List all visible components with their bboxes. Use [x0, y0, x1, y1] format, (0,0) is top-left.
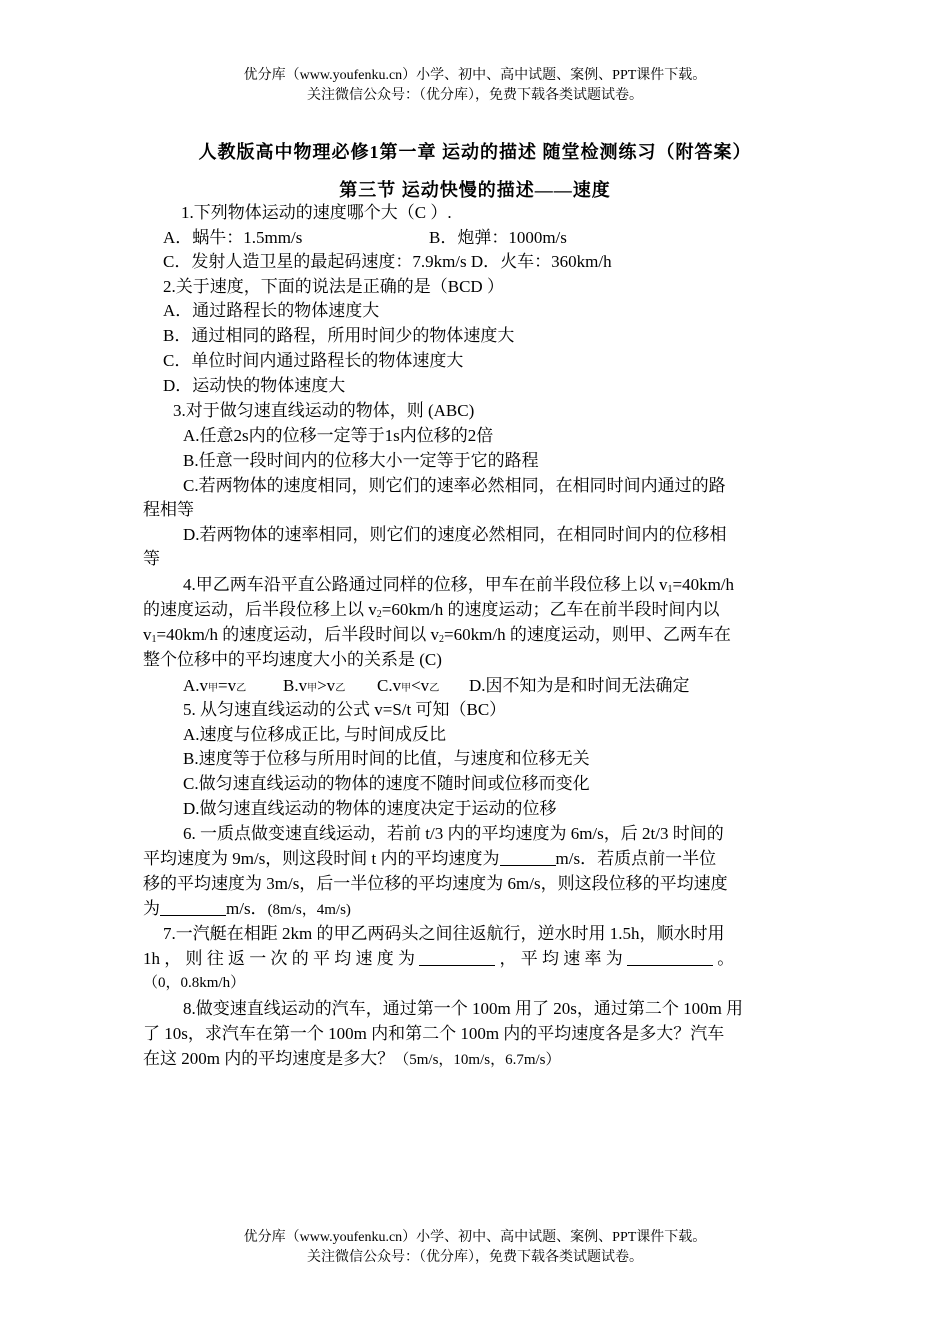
q1-stem: 1.下列物体运动的速度哪个大（C ）.: [181, 203, 452, 222]
q2-option-b: B．通过相同的路程，所用时间少的物体速度大: [163, 326, 515, 345]
header-line-2: 关注微信公众号：（优分库），免费下载各类试题试卷。: [307, 88, 643, 103]
section-title: 第三节 运动快慢的描述——速度: [339, 180, 611, 200]
q4-option-c: C.v甲<v乙: [377, 676, 440, 695]
q6-line-2: 平均速度为 9m/s，则这段时间 t 内的平均速度为 m/s．若质点前一半位: [143, 849, 717, 868]
q7-answer: （0，0.8km/h）: [143, 975, 246, 991]
q3-option-c-line2: 程相等: [143, 500, 194, 519]
q2-option-c: C．单位时间内通过路程长的物体速度大: [163, 351, 464, 370]
q3-option-b: B.任意一段时间内的位移大小一定等于它的路程: [183, 451, 539, 470]
q1-option-a: A．蜗牛：1.5mm/s: [163, 228, 303, 247]
q3-stem: 3.对于做匀速直线运动的物体，则 (ABC): [173, 401, 475, 420]
q4-line-4: 整个位移中的平均速度大小的关系是 (C): [143, 650, 442, 669]
q3-option-d-line1: D.若两物体的速率相同，则它们的速度必然相同，在相同时间内的位移相: [183, 525, 727, 544]
q5-option-b: B.速度等于位移与所用时间的比值，与速度和位移无关: [183, 749, 590, 768]
page-header: [0, 66, 950, 106]
q4-option-d: D.因不知为是和时间无法确定: [469, 676, 690, 695]
q7-line-1: 7.一汽艇在相距 2km 的甲乙两码头之间往返航行，逆水时用 1.5h，顺水时用: [163, 924, 725, 943]
q8-line-3: 在这 200m 内的平均速度是多大？（5m/s，10m/s，6.7m/s）: [143, 1049, 561, 1068]
q6-line-3: 移的平均速度为 3m/s，后一半位移的平均速度为 6m/s，则这段位移的平均速度: [143, 874, 728, 893]
footer-line-2: 关注微信公众号：（优分库），免费下载各类试题试卷。: [307, 1250, 643, 1265]
q8-line-2: 了 10s，求汽车在第一个 100m 内和第二个 100m 内的平均速度各是多大？汽车: [143, 1024, 725, 1043]
q3-option-c-line1: C.若两物体的速度相同，则它们的速率必然相同，在相同时间内通过的路: [183, 476, 726, 495]
q4-option-a: A.v甲=v乙: [183, 676, 247, 695]
q4-line-3: $v_1=40km/h$ 的速度运动，后半段时间以 $v_2=60km/h$ 的速度运动，则甲、乙两车在: [143, 625, 731, 645]
q4-line-2: 的速度运动，后半段位移上以 $v_2=60km/h$ 的速度运动；乙车在前半段时间内以: [143, 600, 720, 620]
q8-line-1: 8.做变速直线运动的汽车，通过第一个 100m 用了 20s，通过第二个 100m 用: [183, 999, 744, 1018]
q6-line-1: 6. 一质点做变速直线运动，若前 t/3 内的平均速度为 6m/s，后 2t/3 时间的: [183, 824, 724, 843]
q6-blank-2: [160, 899, 226, 916]
q7-blank-2: [627, 949, 713, 966]
q5-option-d: D.做匀速直线运动的物体的速度决定于运动的位移: [183, 799, 557, 818]
header-line-1: 优分库（www.youfenku.cn）小学、初中、高中试题、案例、PPT课件下载。: [243, 68, 707, 83]
q4-option-b: B.v甲>v乙: [283, 676, 346, 695]
q7-line-2: 1h ， 则 往 返 一 次 的 平 均 速 度 为 ， 平 均 速 率 为 。: [143, 949, 735, 968]
q3-option-d-line2: 等: [143, 549, 160, 568]
q5-stem: 5. 从匀速直线运动的公式 v=S/t 可知（BC）: [183, 700, 507, 719]
page-footer: [0, 1228, 950, 1268]
q3-option-a: A.任意2s内的位移一定等于1s内位移的2倍: [183, 426, 494, 445]
q7-blank-1: [419, 949, 495, 966]
q1-option-cd: C．发射人造卫星的最起码速度：7.9km/s D．火车：360km/h: [163, 252, 612, 271]
q6-line-4: 为 m/s．(8m/s，4m/s): [143, 899, 351, 918]
q2-option-d: D．运动快的物体速度大: [163, 376, 346, 395]
q5-option-c: C.做匀速直线运动的物体的速度不随时间或位移而变化: [183, 774, 590, 793]
q1-option-b: B．炮弹：1000m/s: [429, 228, 567, 247]
document-title: 人教版高中物理必修1第一章 运动的描述 随堂检测练习（附答案）: [198, 142, 752, 162]
q5-option-a: A.速度与位移成正比, 与时间成反比: [183, 725, 447, 744]
q2-option-a: A．通过路程长的物体速度大: [163, 301, 380, 320]
q2-stem: 2.关于速度，下面的说法是正确的是（BCD ）: [163, 277, 504, 296]
footer-line-1: 优分库（www.youfenku.cn）小学、初中、高中试题、案例、PPT课件下载。: [243, 1230, 707, 1245]
q4-line-1: 4.甲乙两车沿平直公路通过同样的位移，甲车在前半段位移上以 $v_1=40km/h$: [183, 575, 735, 595]
q6-blank-1: [500, 849, 556, 866]
